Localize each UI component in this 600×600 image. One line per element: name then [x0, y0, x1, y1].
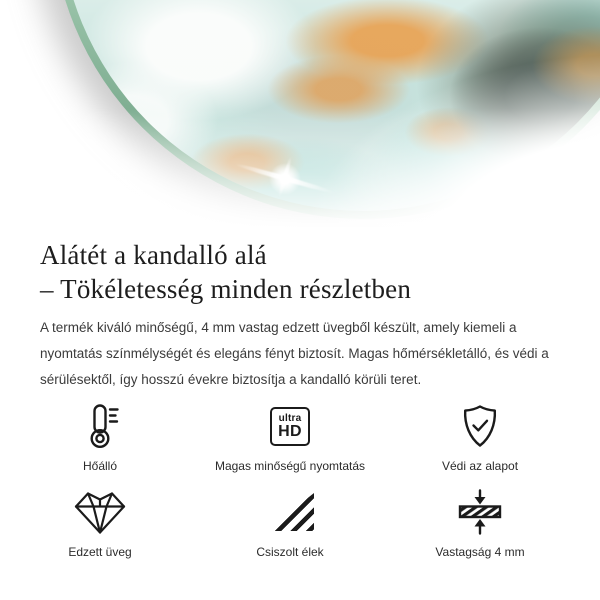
feature-item	[385, 403, 575, 473]
ultra-hd-icon	[270, 403, 310, 449]
photo-fade-overlay	[0, 0, 600, 236]
page-title-line2: – Tökéletesség minden részletben	[40, 274, 412, 304]
feature-label: Vastagság 4 mm	[435, 545, 525, 559]
feature-label: Edzett üveg	[68, 545, 132, 559]
page-title	[40, 238, 560, 306]
page-title-line1: Alátét a kandalló alá	[40, 240, 267, 270]
features-grid	[5, 403, 575, 559]
feature-label: Magas minőségű nyomtatás	[214, 459, 366, 473]
ultra-hd-badge-top: ultra	[278, 412, 302, 424]
feature-item	[195, 403, 385, 473]
thermometer-icon	[80, 403, 120, 449]
feature-label: Védi az alapot	[441, 459, 519, 473]
feature-item	[195, 489, 385, 559]
feature-label: Hőálló	[82, 459, 118, 473]
thickness-icon	[457, 489, 503, 535]
feature-item	[385, 489, 575, 559]
diamond-icon	[72, 489, 128, 535]
shield-check-icon	[458, 403, 502, 449]
ultra-hd-badge-bottom: HD	[278, 422, 302, 440]
product-photo	[0, 0, 600, 236]
feature-label: Csiszolt élek	[256, 545, 324, 559]
feature-item	[5, 403, 195, 473]
feature-item	[5, 489, 195, 559]
product-description: A termék kiváló minőségű, 4 mm vastag edzett üvegből készült, amely kiemeli a nyomtatás színmélységét és elegáns fényt biztosít. Magas hőmérsékletálló, és védi a sérülésektől, így hosszú évekre biztosítja a kandalló körüli teret.	[40, 320, 549, 387]
polished-edges-icon	[266, 489, 314, 535]
